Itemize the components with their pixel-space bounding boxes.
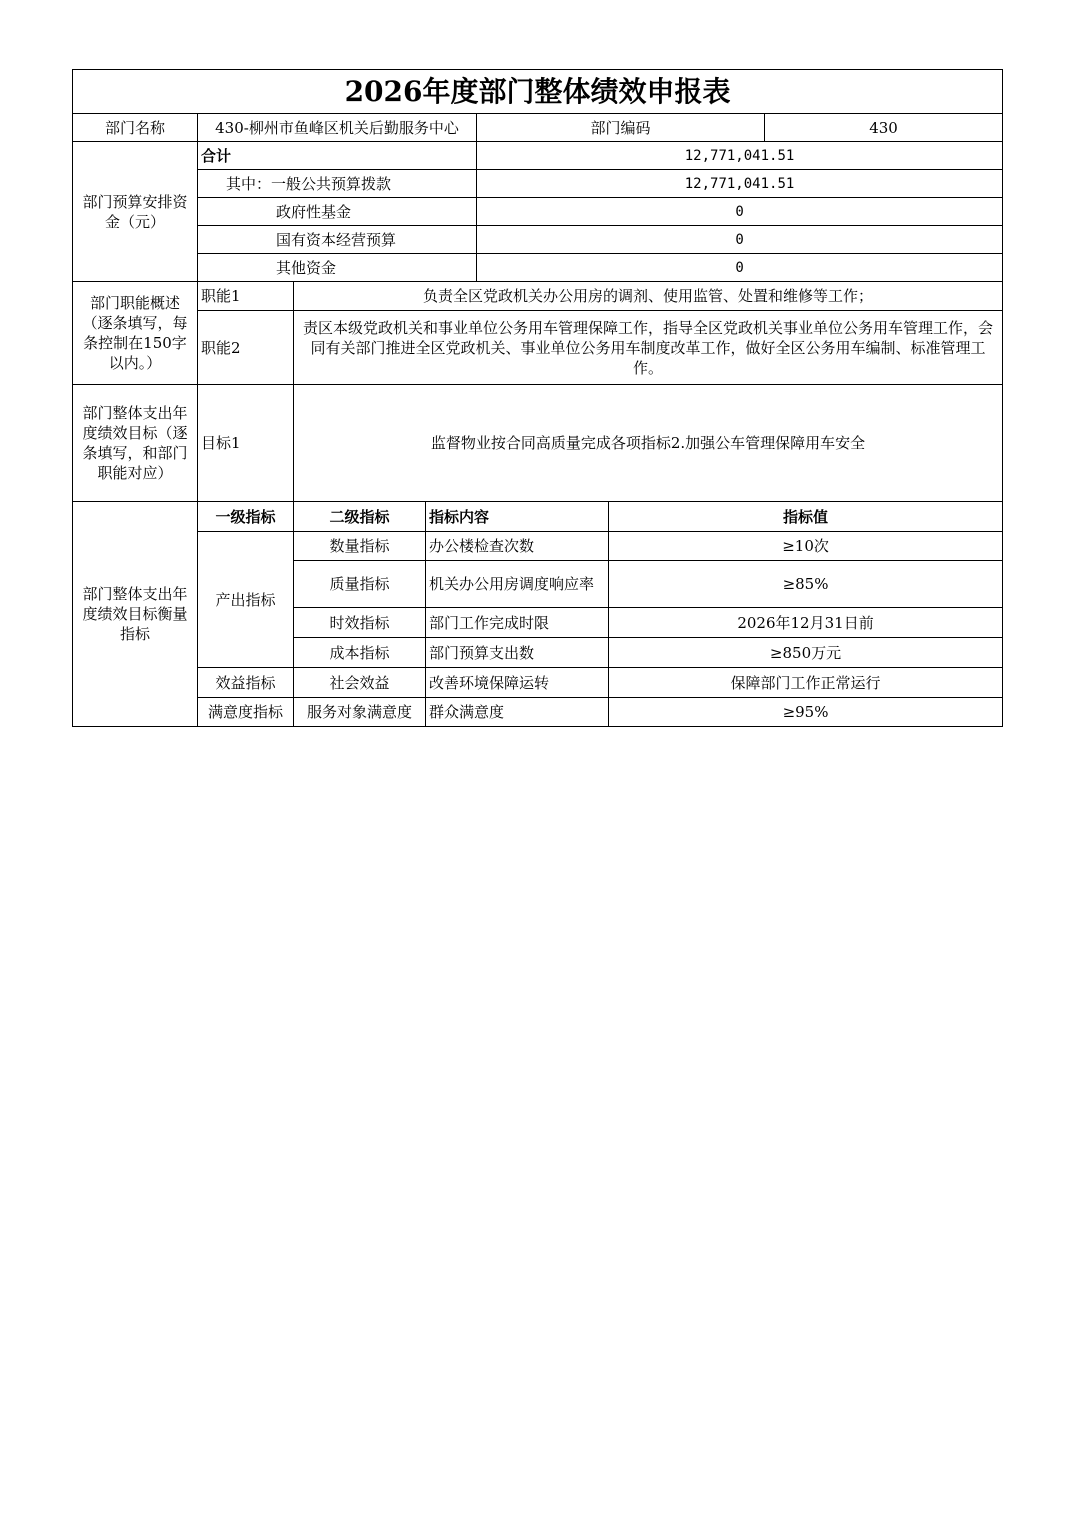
content-cell: 部门工作完成时限 (426, 608, 609, 638)
value-cell: 2026年12月31日前 (609, 608, 1003, 638)
budget-row-label: 政府性基金 (198, 198, 477, 226)
header-value: 指标值 (609, 502, 1003, 532)
level1-output: 产出指标 (198, 532, 294, 668)
value-cell: ≥85% (609, 561, 1003, 608)
header-level1: 一级指标 (198, 502, 294, 532)
budget-row-value: 0 (477, 198, 1003, 226)
content-cell: 部门预算支出数 (426, 638, 609, 668)
value-cell: ≥850万元 (609, 638, 1003, 668)
goal-text: 监督物业按合同高质量完成各项指标2.加强公车管理保障用车安全 (294, 385, 1003, 502)
function-label: 职能2 (198, 311, 294, 385)
content-cell: 改善环境保障运转 (426, 668, 609, 698)
value-cell: ≥10次 (609, 532, 1003, 561)
dept-code-label: 部门编码 (477, 114, 765, 142)
budget-row-label: 国有资本经营预算 (198, 226, 477, 254)
function-text: 负责全区党政机关办公用房的调剂、使用监管、处置和维修等工作； (294, 282, 1003, 311)
performance-form-table (72, 69, 1003, 727)
budget-row-value: 0 (477, 226, 1003, 254)
budget-row-label: 其中：一般公共预算拨款 (198, 170, 477, 198)
level2-cell: 社会效益 (294, 668, 426, 698)
level2-cell: 成本指标 (294, 638, 426, 668)
budget-row-label: 其他资金 (198, 254, 477, 282)
budget-label: 部门预算安排资金（元） (73, 142, 198, 282)
value-cell: ≥95% (609, 698, 1003, 727)
goal-label: 目标1 (198, 385, 294, 502)
dept-name-value: 430-柳州市鱼峰区机关后勤服务中心 (198, 114, 477, 142)
content-cell: 办公楼检查次数 (426, 532, 609, 561)
dept-code-value: 430 (765, 114, 1003, 142)
content-cell: 群众满意度 (426, 698, 609, 727)
header-content: 指标内容 (426, 502, 609, 532)
dept-name-label: 部门名称 (73, 114, 198, 142)
level2-cell: 质量指标 (294, 561, 426, 608)
content-cell: 机关办公用房调度响应率 (426, 561, 609, 608)
goals-label: 部门整体支出年度绩效目标（逐条填写，和部门职能对应） (73, 385, 198, 502)
function-label: 职能1 (198, 282, 294, 311)
budget-row-value: 0 (477, 254, 1003, 282)
page-title: 2026年度部门整体绩效申报表 (73, 70, 1003, 114)
level1-benefit: 效益指标 (198, 668, 294, 698)
level2-cell: 数量指标 (294, 532, 426, 561)
level2-cell: 时效指标 (294, 608, 426, 638)
budget-row-label: 合计 (198, 142, 477, 170)
level1-satisfaction: 满意度指标 (198, 698, 294, 727)
header-level2: 二级指标 (294, 502, 426, 532)
budget-row-value: 12,771,041.51 (477, 170, 1003, 198)
value-cell: 保障部门工作正常运行 (609, 668, 1003, 698)
indicators-label: 部门整体支出年度绩效目标衡量指标 (73, 502, 198, 727)
level2-cell: 服务对象满意度 (294, 698, 426, 727)
function-text: 责区本级党政机关和事业单位公务用车管理保障工作，指导全区党政机关事业单位公务用车管理工作，会同有关部门推进全区党政机关、事业单位公务用车制度改革工作，做好全区公务用车编制、标准管理工作。 (294, 311, 1003, 385)
budget-row-value: 12,771,041.51 (477, 142, 1003, 170)
functions-label: 部门职能概述（逐条填写，每条控制在150字以内。） (73, 282, 198, 385)
